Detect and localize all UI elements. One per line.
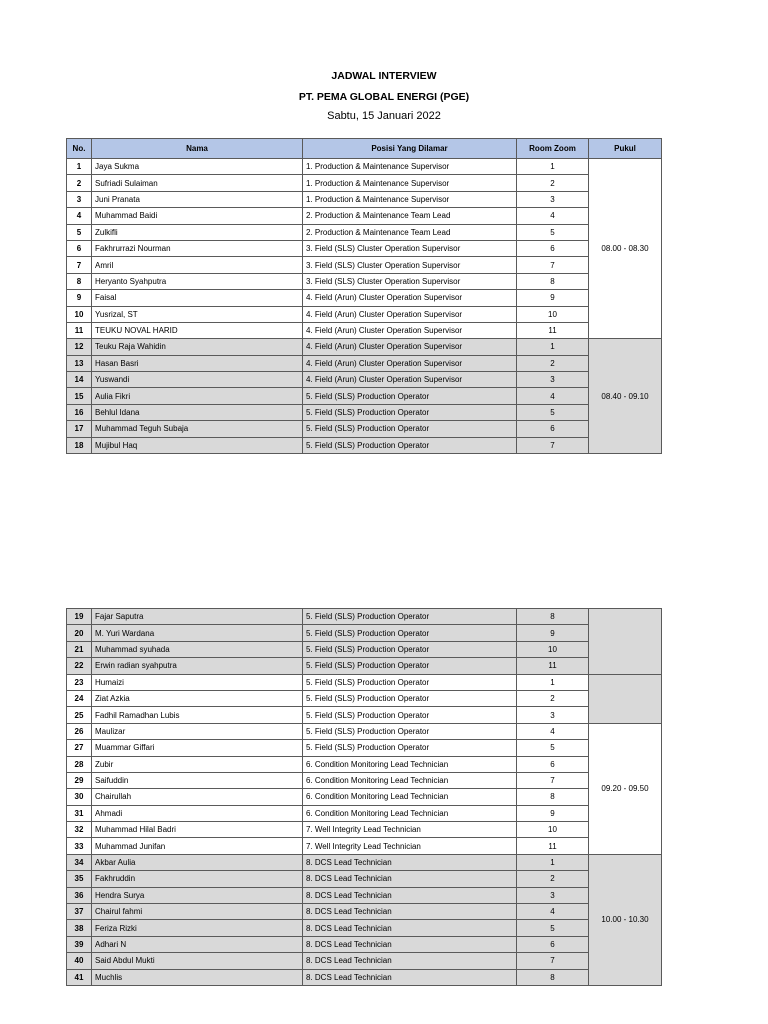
table-row xyxy=(67,969,662,985)
candidate-name: Juni Pranata xyxy=(92,191,303,207)
room-zoom-number: 2 xyxy=(517,355,589,371)
candidate-name: Muammar Giffari xyxy=(92,740,303,756)
row-number: 29 xyxy=(67,772,92,788)
interview-date: Sabtu, 15 Januari 2022 xyxy=(327,110,441,122)
table-row xyxy=(67,159,662,175)
table-row xyxy=(67,175,662,191)
table-row xyxy=(67,306,662,322)
position-applied: 8. DCS Lead Technician xyxy=(303,969,517,985)
position-applied: 1. Production & Maintenance Supervisor xyxy=(303,175,517,191)
candidate-name: Maulizar xyxy=(92,723,303,739)
table-header-row xyxy=(67,139,662,159)
position-applied: 5. Field (SLS) Production Operator xyxy=(303,723,517,739)
table-row xyxy=(67,273,662,289)
candidate-name: Zubir xyxy=(92,756,303,772)
table-row xyxy=(67,936,662,952)
row-number: 3 xyxy=(67,191,92,207)
position-applied: 5. Field (SLS) Production Operator xyxy=(303,707,517,723)
table-row xyxy=(67,322,662,338)
room-zoom-number: 3 xyxy=(517,707,589,723)
row-number: 38 xyxy=(67,920,92,936)
candidate-name: Ziat Azkia xyxy=(92,690,303,706)
row-number: 17 xyxy=(67,421,92,437)
row-number: 32 xyxy=(67,822,92,838)
position-applied: 2. Production & Maintenance Team Lead xyxy=(303,224,517,240)
row-number: 27 xyxy=(67,740,92,756)
candidate-name: Said Abdul Mukti xyxy=(92,953,303,969)
candidate-name: Hasan Basri xyxy=(92,355,303,371)
time-slot-cell xyxy=(589,609,662,675)
row-number: 34 xyxy=(67,854,92,870)
position-applied: 2. Production & Maintenance Team Lead xyxy=(303,208,517,224)
table-row xyxy=(67,838,662,854)
room-zoom-number: 5 xyxy=(517,224,589,240)
position-applied: 8. DCS Lead Technician xyxy=(303,854,517,870)
row-number: 12 xyxy=(67,339,92,355)
table-row xyxy=(67,421,662,437)
room-zoom-number: 2 xyxy=(517,690,589,706)
table-row xyxy=(67,355,662,371)
header-nama: Nama xyxy=(92,139,303,159)
room-zoom-number: 9 xyxy=(517,625,589,641)
row-number: 20 xyxy=(67,625,92,641)
table-row xyxy=(67,740,662,756)
candidate-name: Chairullah xyxy=(92,789,303,805)
position-applied: 7. Well Integrity Lead Technician xyxy=(303,838,517,854)
table-row xyxy=(67,953,662,969)
table-row xyxy=(67,437,662,453)
row-number: 22 xyxy=(67,658,92,674)
candidate-name: Muhammad Baidi xyxy=(92,208,303,224)
row-number: 8 xyxy=(67,273,92,289)
row-number: 36 xyxy=(67,887,92,903)
row-number: 1 xyxy=(67,159,92,175)
position-applied: 5. Field (SLS) Production Operator xyxy=(303,388,517,404)
position-applied: 8. DCS Lead Technician xyxy=(303,920,517,936)
candidate-name: Saifuddin xyxy=(92,772,303,788)
row-number: 33 xyxy=(67,838,92,854)
position-applied: 5. Field (SLS) Production Operator xyxy=(303,421,517,437)
position-applied: 4. Field (Arun) Cluster Operation Supervisor xyxy=(303,372,517,388)
room-zoom-number: 4 xyxy=(517,208,589,224)
table-row xyxy=(67,822,662,838)
position-applied: 6. Condition Monitoring Lead Technician xyxy=(303,772,517,788)
row-number: 21 xyxy=(67,641,92,657)
room-zoom-number: 11 xyxy=(517,838,589,854)
candidate-name: Fadhil Ramadhan Lubis xyxy=(92,707,303,723)
position-applied: 8. DCS Lead Technician xyxy=(303,871,517,887)
table-row xyxy=(67,674,662,690)
room-zoom-number: 7 xyxy=(517,953,589,969)
room-zoom-number: 6 xyxy=(517,756,589,772)
position-applied: 5. Field (SLS) Production Operator xyxy=(303,740,517,756)
header-pukul: Pukul xyxy=(589,139,662,159)
row-number: 18 xyxy=(67,437,92,453)
candidate-name: Behlul Idana xyxy=(92,404,303,420)
time-slot-cell: 08.40 - 09.10 xyxy=(589,339,662,454)
table-row xyxy=(67,690,662,706)
room-zoom-number: 2 xyxy=(517,871,589,887)
position-applied: 6. Condition Monitoring Lead Technician xyxy=(303,789,517,805)
room-zoom-number: 8 xyxy=(517,609,589,625)
room-zoom-number: 10 xyxy=(517,641,589,657)
position-applied: 6. Condition Monitoring Lead Technician xyxy=(303,756,517,772)
room-zoom-number: 8 xyxy=(517,273,589,289)
row-number: 14 xyxy=(67,372,92,388)
candidate-name: Fakhruddin xyxy=(92,871,303,887)
position-applied: 5. Field (SLS) Production Operator xyxy=(303,690,517,706)
table-row xyxy=(67,240,662,256)
candidate-name: Zulkifli xyxy=(92,224,303,240)
row-number: 16 xyxy=(67,404,92,420)
room-zoom-number: 1 xyxy=(517,159,589,175)
position-applied: 5. Field (SLS) Production Operator xyxy=(303,641,517,657)
room-zoom-number: 5 xyxy=(517,404,589,420)
position-applied: 1. Production & Maintenance Supervisor xyxy=(303,159,517,175)
room-zoom-number: 6 xyxy=(517,936,589,952)
room-zoom-number: 4 xyxy=(517,904,589,920)
table-row xyxy=(67,772,662,788)
table-row xyxy=(67,756,662,772)
row-number: 31 xyxy=(67,805,92,821)
table-row xyxy=(67,224,662,240)
room-zoom-number: 11 xyxy=(517,322,589,338)
position-applied: 7. Well Integrity Lead Technician xyxy=(303,822,517,838)
position-applied: 6. Condition Monitoring Lead Technician xyxy=(303,805,517,821)
position-applied: 5. Field (SLS) Production Operator xyxy=(303,658,517,674)
candidate-name: Muhammad Teguh Subaja xyxy=(92,421,303,437)
row-number: 28 xyxy=(67,756,92,772)
table-row xyxy=(67,723,662,739)
candidate-name: Muhammad Junifan xyxy=(92,838,303,854)
candidate-name: Erwin radian syahputra xyxy=(92,658,303,674)
position-applied: 4. Field (Arun) Cluster Operation Supervisor xyxy=(303,355,517,371)
candidate-name: Hendra Surya xyxy=(92,887,303,903)
candidate-name: Ahmadi xyxy=(92,805,303,821)
candidate-name: Heryanto Syahputra xyxy=(92,273,303,289)
position-applied: 3. Field (SLS) Cluster Operation Supervisor xyxy=(303,257,517,273)
row-number: 26 xyxy=(67,723,92,739)
table-row xyxy=(67,871,662,887)
table-row xyxy=(67,191,662,207)
candidate-name: Teuku Raja Wahidin xyxy=(92,339,303,355)
position-applied: 5. Field (SLS) Production Operator xyxy=(303,437,517,453)
position-applied: 5. Field (SLS) Production Operator xyxy=(303,609,517,625)
candidate-name: Jaya Sukma xyxy=(92,159,303,175)
row-number: 23 xyxy=(67,674,92,690)
position-applied: 3. Field (SLS) Cluster Operation Supervisor xyxy=(303,273,517,289)
candidate-name: Amril xyxy=(92,257,303,273)
schedule-table-page-1 xyxy=(66,138,662,454)
table-row xyxy=(67,789,662,805)
row-number: 2 xyxy=(67,175,92,191)
candidate-name: Sufriadi Sulaiman xyxy=(92,175,303,191)
room-zoom-number: 5 xyxy=(517,740,589,756)
position-applied: 8. DCS Lead Technician xyxy=(303,904,517,920)
room-zoom-number: 10 xyxy=(517,822,589,838)
row-number: 37 xyxy=(67,904,92,920)
room-zoom-number: 4 xyxy=(517,388,589,404)
room-zoom-number: 1 xyxy=(517,854,589,870)
table-row xyxy=(67,388,662,404)
row-number: 30 xyxy=(67,789,92,805)
table-row xyxy=(67,208,662,224)
table-row xyxy=(67,372,662,388)
candidate-name: Muhammad syuhada xyxy=(92,641,303,657)
position-applied: 8. DCS Lead Technician xyxy=(303,887,517,903)
row-number: 39 xyxy=(67,936,92,952)
room-zoom-number: 1 xyxy=(517,339,589,355)
table-row xyxy=(67,920,662,936)
schedule-table-page-2 xyxy=(66,608,662,986)
candidate-name: Mujibul Haq xyxy=(92,437,303,453)
table-row xyxy=(67,625,662,641)
table-row xyxy=(67,707,662,723)
room-zoom-number: 4 xyxy=(517,723,589,739)
time-slot-cell xyxy=(589,674,662,723)
candidate-name: Fakhrurrazi Nourman xyxy=(92,240,303,256)
room-zoom-number: 3 xyxy=(517,372,589,388)
row-number: 40 xyxy=(67,953,92,969)
table-row xyxy=(67,290,662,306)
position-applied: 5. Field (SLS) Production Operator xyxy=(303,625,517,641)
table-row xyxy=(67,609,662,625)
candidate-name: Akbar Aulia xyxy=(92,854,303,870)
room-zoom-number: 11 xyxy=(517,658,589,674)
candidate-name: Muhammad Hilal Badri xyxy=(92,822,303,838)
row-number: 11 xyxy=(67,322,92,338)
row-number: 6 xyxy=(67,240,92,256)
candidate-name: M. Yuri Wardana xyxy=(92,625,303,641)
position-applied: 5. Field (SLS) Production Operator xyxy=(303,404,517,420)
candidate-name: Fajar Saputra xyxy=(92,609,303,625)
table-row xyxy=(67,257,662,273)
position-applied: 1. Production & Maintenance Supervisor xyxy=(303,191,517,207)
room-zoom-number: 1 xyxy=(517,674,589,690)
row-number: 25 xyxy=(67,707,92,723)
candidate-name: Chairul fahmi xyxy=(92,904,303,920)
row-number: 15 xyxy=(67,388,92,404)
candidate-name: Feriza Rizki xyxy=(92,920,303,936)
position-applied: 4. Field (Arun) Cluster Operation Supervisor xyxy=(303,322,517,338)
row-number: 4 xyxy=(67,208,92,224)
header-posisi: Posisi Yang Dilamar xyxy=(303,139,517,159)
position-applied: 4. Field (Arun) Cluster Operation Supervisor xyxy=(303,306,517,322)
room-zoom-number: 8 xyxy=(517,969,589,985)
row-number: 5 xyxy=(67,224,92,240)
row-number: 19 xyxy=(67,609,92,625)
candidate-name: TEUKU NOVAL HARID xyxy=(92,322,303,338)
row-number: 7 xyxy=(67,257,92,273)
candidate-name: Faisal xyxy=(92,290,303,306)
header-no: No. xyxy=(67,139,92,159)
room-zoom-number: 9 xyxy=(517,290,589,306)
position-applied: 5. Field (SLS) Production Operator xyxy=(303,674,517,690)
table-row xyxy=(67,658,662,674)
row-number: 41 xyxy=(67,969,92,985)
company-name: PT. PEMA GLOBAL ENERGI (PGE) xyxy=(298,91,470,103)
room-zoom-number: 7 xyxy=(517,257,589,273)
document-title: JADWAL INTERVIEW xyxy=(331,70,437,82)
time-slot-cell: 09.20 - 09.50 xyxy=(589,723,662,854)
table-row xyxy=(67,904,662,920)
table-row xyxy=(67,887,662,903)
table-row xyxy=(67,854,662,870)
room-zoom-number: 6 xyxy=(517,240,589,256)
room-zoom-number: 3 xyxy=(517,887,589,903)
room-zoom-number: 7 xyxy=(517,772,589,788)
position-applied: 4. Field (Arun) Cluster Operation Supervisor xyxy=(303,339,517,355)
position-applied: 8. DCS Lead Technician xyxy=(303,936,517,952)
position-applied: 3. Field (SLS) Cluster Operation Supervisor xyxy=(303,240,517,256)
time-slot-cell: 08.00 - 08.30 xyxy=(589,159,662,339)
candidate-name: Aulia Fikri xyxy=(92,388,303,404)
table-row xyxy=(67,404,662,420)
room-zoom-number: 3 xyxy=(517,191,589,207)
row-number: 13 xyxy=(67,355,92,371)
row-number: 9 xyxy=(67,290,92,306)
header-room-zoom: Room Zoom xyxy=(517,139,589,159)
time-slot-cell: 10.00 - 10.30 xyxy=(589,854,662,985)
room-zoom-number: 7 xyxy=(517,437,589,453)
row-number: 24 xyxy=(67,690,92,706)
row-number: 10 xyxy=(67,306,92,322)
room-zoom-number: 10 xyxy=(517,306,589,322)
room-zoom-number: 8 xyxy=(517,789,589,805)
table-row xyxy=(67,805,662,821)
position-applied: 8. DCS Lead Technician xyxy=(303,953,517,969)
room-zoom-number: 2 xyxy=(517,175,589,191)
room-zoom-number: 9 xyxy=(517,805,589,821)
candidate-name: Muchlis xyxy=(92,969,303,985)
room-zoom-number: 5 xyxy=(517,920,589,936)
candidate-name: Humaizi xyxy=(92,674,303,690)
table-row xyxy=(67,641,662,657)
room-zoom-number: 6 xyxy=(517,421,589,437)
table-row xyxy=(67,339,662,355)
position-applied: 4. Field (Arun) Cluster Operation Supervisor xyxy=(303,290,517,306)
candidate-name: Adhari N xyxy=(92,936,303,952)
candidate-name: Yuswandi xyxy=(92,372,303,388)
candidate-name: Yusrizal, ST xyxy=(92,306,303,322)
row-number: 35 xyxy=(67,871,92,887)
